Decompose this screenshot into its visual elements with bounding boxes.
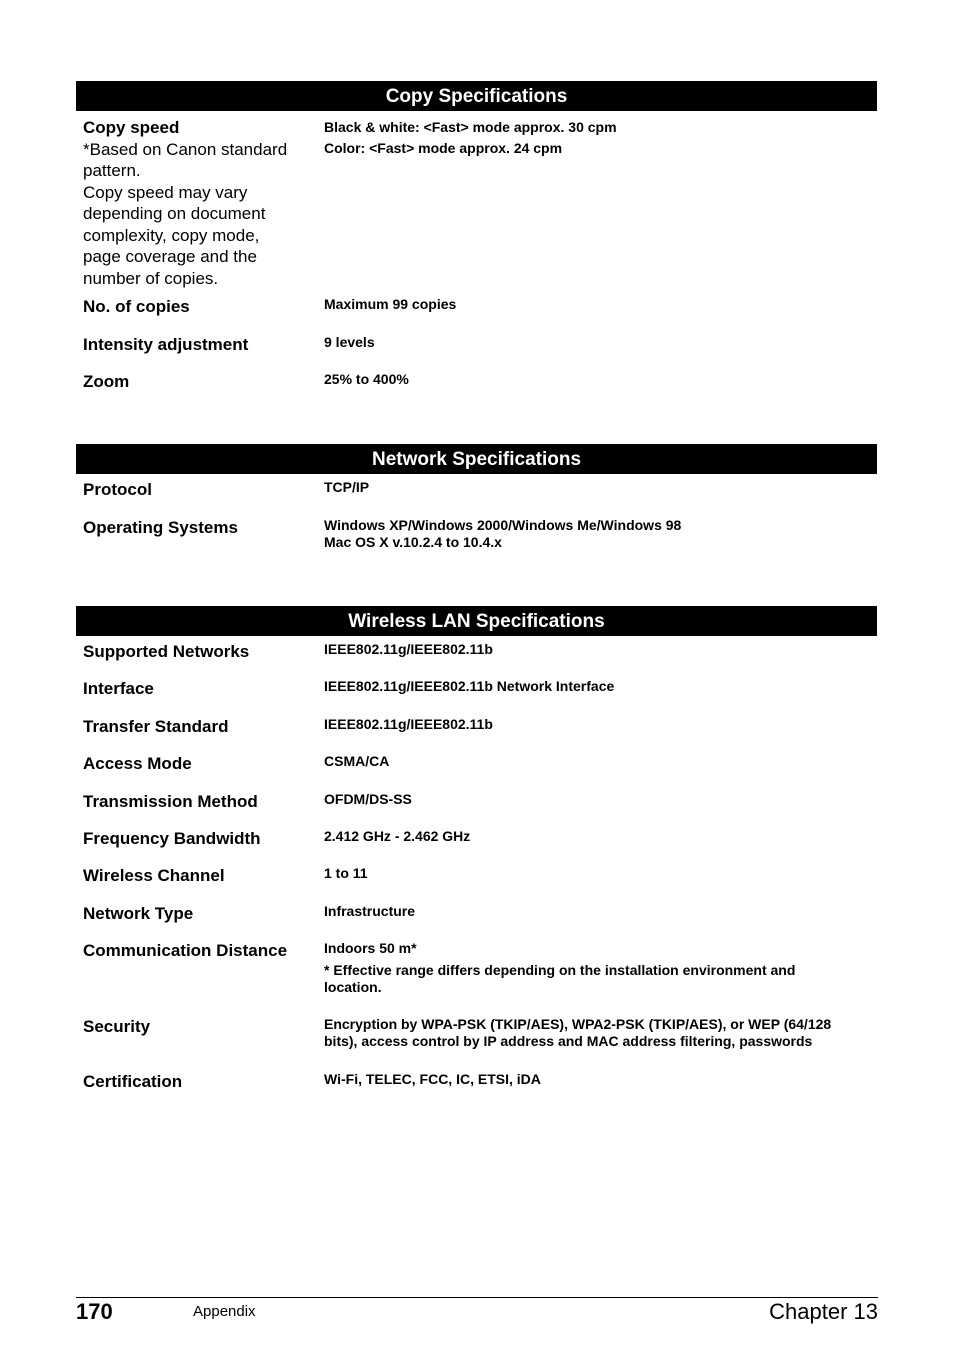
chapter-label: Chapter 13 bbox=[769, 1299, 878, 1324]
spec-value: CSMA/CA bbox=[324, 753, 390, 769]
spec-label: No. of copies bbox=[83, 297, 190, 316]
spec-value: Encryption by WPA-PSK (TKIP/AES), WPA2-PSK (TKIP/AES), or WEP (64/128 bits), access control by IP address and MAC address filtering, passwords bbox=[324, 1016, 832, 1049]
spec-label: Wireless Channel bbox=[83, 866, 225, 885]
spec-value: OFDM/DS-SS bbox=[324, 791, 412, 807]
page-number: 170 bbox=[76, 1299, 113, 1324]
spec-label: Protocol bbox=[83, 480, 152, 499]
spec-value: 1 to 11 bbox=[324, 865, 368, 881]
spec-label: Security bbox=[83, 1017, 151, 1036]
spec-label: Network Type bbox=[83, 904, 194, 923]
spec-value: IEEE802.11g/IEEE802.11b bbox=[324, 716, 493, 732]
spec-label: Transfer Standard bbox=[83, 717, 229, 736]
spec-value: Black & white: <Fast> mode approx. 30 cpm Color: <Fast> mode approx. 24 cpm bbox=[324, 119, 617, 156]
spec-label: Interface bbox=[83, 679, 154, 698]
spec-label: Zoom bbox=[83, 372, 130, 391]
spec-label: Supported Networks bbox=[83, 642, 250, 661]
spec-label: Communication Distance bbox=[83, 941, 288, 960]
wireless-lan-specifications-section bbox=[76, 606, 877, 1091]
section-heading: Copy Specifications bbox=[76, 81, 877, 111]
spec-label: Frequency Bandwidth bbox=[83, 829, 261, 848]
spec-label: Copy speed *Based on Canon standard pattern. Copy speed may vary depending on document complexity, copy mode, page coverage and the number of copies. bbox=[83, 118, 288, 288]
section-heading: Wireless LAN Specifications bbox=[76, 606, 877, 636]
spec-value: IEEE802.11g/IEEE802.11b bbox=[324, 641, 493, 657]
spec-value: 9 levels bbox=[324, 334, 375, 350]
spec-label: Operating Systems bbox=[83, 518, 238, 537]
spec-label: Access Mode bbox=[83, 754, 192, 773]
spec-label: Certification bbox=[83, 1072, 183, 1091]
spec-value: TCP/IP bbox=[324, 479, 370, 495]
spec-value: 25% to 400% bbox=[324, 371, 409, 387]
spec-value: Windows XP/Windows 2000/Windows Me/Windows 98 Mac OS X v.10.2.4 to 10.4.x bbox=[324, 517, 682, 550]
network-specifications-section bbox=[76, 444, 877, 550]
copy-specifications-section bbox=[76, 81, 877, 391]
footer-divider bbox=[76, 1297, 878, 1298]
spec-label: Transmission Method bbox=[83, 792, 258, 811]
spec-label: Intensity adjustment bbox=[83, 335, 249, 354]
section-heading: Network Specifications bbox=[76, 444, 877, 474]
footnote: * Effective range differs depending on the installation environment and location. bbox=[324, 962, 796, 995]
spec-value: Wi-Fi, TELEC, FCC, IC, ETSI, iDA bbox=[324, 1071, 541, 1087]
footer-section-name: Appendix bbox=[193, 1303, 256, 1320]
spec-value: Indoors 50 m* * Effective range differs depending on the installation environment and location. bbox=[324, 940, 869, 996]
spec-value: Infrastructure bbox=[324, 903, 416, 919]
spec-value: IEEE802.11g/IEEE802.11b Network Interface bbox=[324, 678, 615, 694]
spec-value: 2.412 GHz - 2.462 GHz bbox=[324, 828, 471, 844]
spec-value: Maximum 99 copies bbox=[324, 296, 457, 312]
